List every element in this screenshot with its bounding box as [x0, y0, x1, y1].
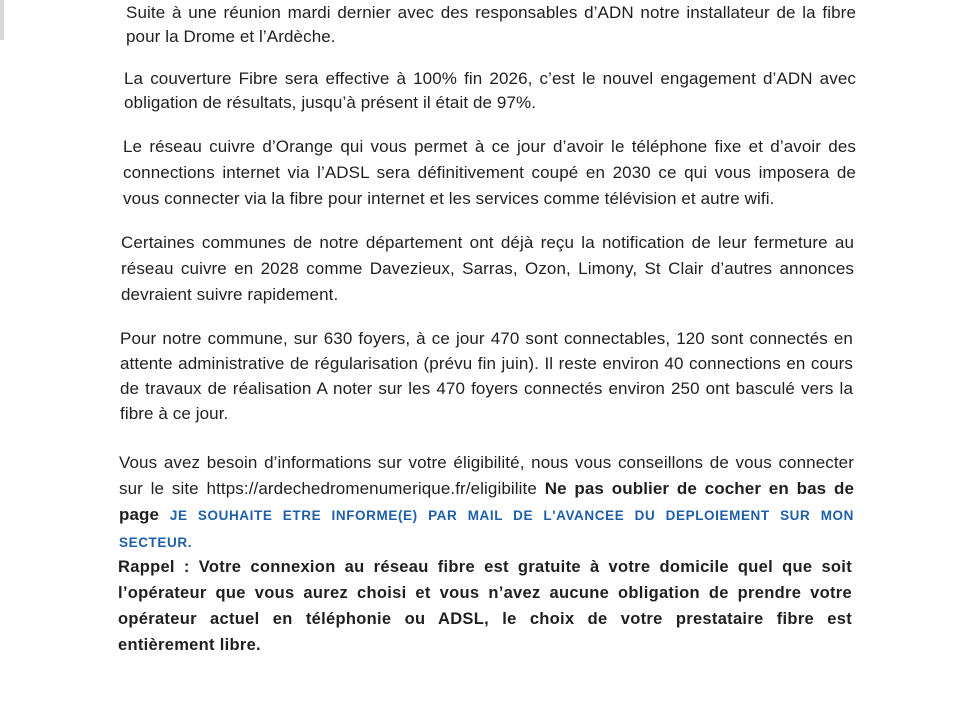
scan-edge-mark — [0, 0, 4, 40]
eligibility-checkbox-label: JE SOUHAITE ETRE INFORME(E) PAR MAIL DE L'AVANCEE DU DEPLOIEMENT SUR MON SECTEUR. — [119, 508, 854, 550]
paragraph-commune-stats: Pour notre commune, sur 630 foyers, à ce jour 470 sont connectables, 120 sont connectés en attente administrative de régularisation (prévu fin juin). Il reste environ 40 connections en cours de travaux de réalisation A noter sur les 470 foyers connectés environ 250 ont basculé vers la fibre à ce jour. — [120, 329, 853, 423]
paragraph-coverage: La couverture Fibre sera effective à 100% fin 2026, c’est le nouvel engagement d’ADN avec obligation de résultats, jusqu’à présent il était de 97%. — [124, 69, 856, 112]
paragraph-communes-closure: Certaines communes de notre département ont déjà reçu la notification de leur fermeture au réseau cuivre en 2028 comme Davezieux, Sarras, Ozon, Limony, St Clair d’autres annonces devraient suivre rapidement. — [121, 233, 854, 304]
paragraph-eligibility — [119, 450, 854, 556]
paragraph-copper-network: Le réseau cuivre d’Orange qui vous permet à ce jour d’avoir le téléphone fixe et d’avoir des connections internet via l’ADSL sera définitivement coupé en 2030 ce qui vous imposera de vous connecter via la fibre pour internet et les services comme télévision et autre wifi. — [123, 137, 856, 208]
eligibility-url: https://ardechedromenumerique.fr/eligibilite — [206, 479, 537, 498]
paragraph-reminder: Rappel : Votre connexion au réseau fibre est gratuite à votre domicile quel que soit l’opérateur que vous aurez choisi et vous n’avez aucune obligation de prendre votre opérateur actuel en téléphonie ou ADSL, le choix de votre prestataire fibre est entièrement libre. — [118, 558, 852, 654]
eligibility-intro: Vous avez besoin d’informations sur votre éligibilité, nous vous conseillons de vous connecter sur le site — [119, 453, 854, 498]
eligibility-reminder: Ne pas oublier de cocher en bas de page — [119, 479, 855, 524]
paragraph-meeting: Suite à une réunion mardi dernier avec des responsables d’ADN notre installateur de la fibre pour la Drome et l’Ardèche. — [126, 3, 856, 46]
